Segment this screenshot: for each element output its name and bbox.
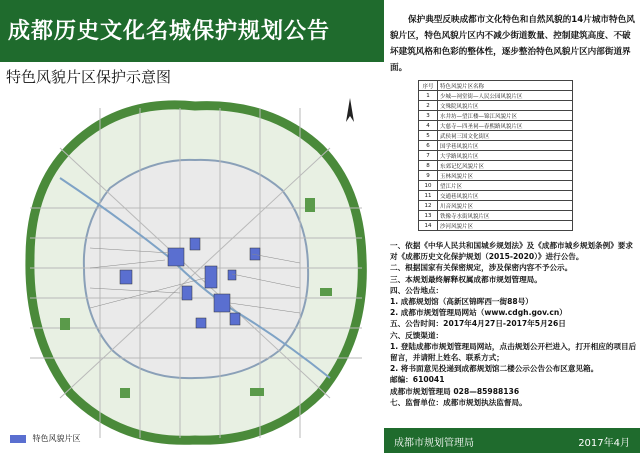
row-no: 4 bbox=[419, 121, 438, 131]
header-name: 特色风貌片区名称 bbox=[438, 81, 573, 91]
note-phone: 成都市规划管理局 028—85988136 bbox=[390, 386, 520, 396]
note-supervisor: 七、监督单位：成都市规划执法监督局。 bbox=[390, 397, 527, 407]
row-no: 6 bbox=[419, 141, 438, 151]
legend-swatch bbox=[10, 435, 26, 443]
row-no: 3 bbox=[419, 111, 438, 121]
table-row bbox=[419, 101, 573, 111]
note-location-2: 2. 成都市规划管理局网站（www.cdgh.gov.cn） bbox=[390, 308, 567, 318]
table-row bbox=[419, 121, 573, 131]
city-map bbox=[0, 88, 382, 453]
row-no: 5 bbox=[419, 131, 438, 141]
note-feedback-2: 2. 将书面意见投递到成都规划馆二楼公示公告公布区意见箱。 bbox=[390, 364, 599, 374]
map-drawing bbox=[0, 88, 382, 453]
table-row bbox=[419, 151, 573, 161]
row-no: 10 bbox=[419, 181, 438, 191]
row-name: 东郊记忆风貌片区 bbox=[438, 161, 573, 171]
row-no: 8 bbox=[419, 161, 438, 171]
row-name: 水井坊—望江楼—锦江风貌片区 bbox=[438, 111, 573, 121]
table-row bbox=[419, 221, 573, 231]
row-name: 铁像寺水街风貌片区 bbox=[438, 211, 573, 221]
row-name: 国学巷风貌片区 bbox=[438, 141, 573, 151]
table-row bbox=[419, 211, 573, 221]
row-no: 1 bbox=[419, 91, 438, 101]
row-no: 9 bbox=[419, 171, 438, 181]
intro-paragraph: 保护典型反映成都市文化特色和自然风貌的14片城市特色风貌片区，特色风貌片区内不减少街道数量、控制建筑高度、不破坏建筑风格和色彩的整体性，逐步整治特色风貌片区内部街道界面。 bbox=[390, 15, 635, 73]
table-row bbox=[419, 191, 573, 201]
intro-text bbox=[390, 12, 636, 76]
note-interpretation: 三、本规划最终解释权属成都市规划管理局。 bbox=[390, 274, 542, 284]
footer-banner bbox=[384, 428, 640, 453]
row-no: 2 bbox=[419, 101, 438, 111]
row-name: 少城—祠堂街—人民公园风貌片区 bbox=[438, 91, 573, 101]
row-no: 13 bbox=[419, 211, 438, 221]
note-basis: 一、依据《中华人民共和国城乡规划法》及《成都市城乡规划条例》要求对《成都历史文化保护规划（2015-2020）》进行公告。 bbox=[390, 241, 633, 262]
legend-label: 特色风貌片区 bbox=[32, 434, 81, 443]
area-table bbox=[418, 80, 573, 231]
table-header-row bbox=[419, 81, 573, 91]
row-no: 14 bbox=[419, 221, 438, 231]
table-row bbox=[419, 111, 573, 121]
map-subtitle: 特色风貌片区保护示意图 bbox=[6, 68, 172, 86]
row-name: 川音风貌片区 bbox=[438, 201, 573, 211]
row-name: 玉林风貌片区 bbox=[438, 171, 573, 181]
row-no: 11 bbox=[419, 191, 438, 201]
header-banner bbox=[0, 0, 384, 62]
row-name: 望江片区 bbox=[438, 181, 573, 191]
header-no: 序号 bbox=[419, 81, 438, 91]
note-feedback-title: 六、反馈渠道： bbox=[390, 330, 444, 340]
row-name: 大慈寺—四圣祠—春熙路风貌片区 bbox=[438, 121, 573, 131]
row-no: 12 bbox=[419, 201, 438, 211]
notice-notes bbox=[390, 240, 638, 408]
map-legend bbox=[10, 433, 81, 444]
note-location-title: 四、公告地点： bbox=[390, 285, 444, 295]
note-postcode: 邮编：610041 bbox=[390, 375, 445, 385]
note-location-1: 1. 成都规划馆（高新区锦晖西一街88号） bbox=[390, 297, 533, 307]
footer-org: 成都市规划管理局 bbox=[394, 438, 474, 449]
row-name: 沙河风貌片区 bbox=[438, 221, 573, 231]
row-name: 文殊院风貌片区 bbox=[438, 101, 573, 111]
note-secrecy: 二、根据国家有关保密规定，涉及保密内容不予公示。 bbox=[390, 263, 573, 273]
info-panel bbox=[384, 0, 640, 453]
table-row bbox=[419, 91, 573, 101]
row-no: 7 bbox=[419, 151, 438, 161]
footer-date: 2017年4月 bbox=[578, 438, 630, 449]
table-row bbox=[419, 201, 573, 211]
page-title: 成都历史文化名城保护规划公告 bbox=[8, 19, 331, 44]
table-row bbox=[419, 141, 573, 151]
row-name: 大学路风貌片区 bbox=[438, 151, 573, 161]
row-name: 交通巷风貌片区 bbox=[438, 191, 573, 201]
note-time: 五、公告时间：2017年4月27日-2017年5月26日 bbox=[390, 319, 566, 329]
table-row bbox=[419, 171, 573, 181]
note-feedback-1: 1. 登陆成都市规划管理局网站，点击规划公开栏进入，打开相应的项目后留言，并请附上姓名、联系方式； bbox=[390, 341, 637, 363]
table-row bbox=[419, 131, 573, 141]
row-name: 武侯祠三国文化街区 bbox=[438, 131, 573, 141]
table-row bbox=[419, 161, 573, 171]
table-row bbox=[419, 181, 573, 191]
